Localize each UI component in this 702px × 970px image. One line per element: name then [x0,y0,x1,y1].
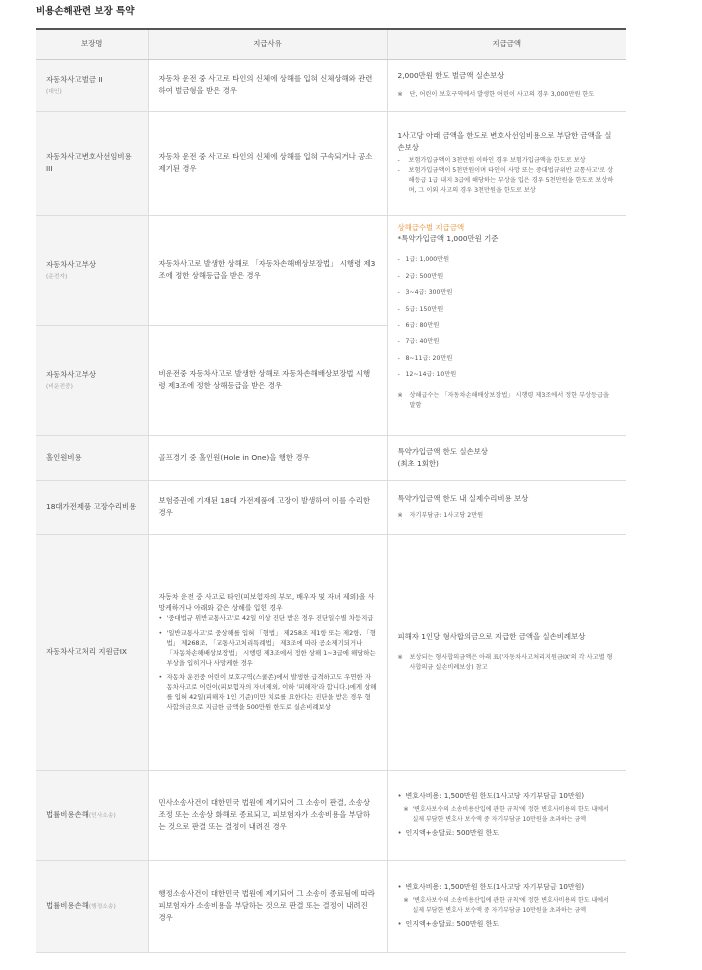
payment-amount [387,860,626,952]
amount-main: 피해자 1인당 형사합의금으로 지급한 금액을 실손비례보상 [397,631,586,641]
table-row [36,435,626,480]
list-item: - 7급: 40만원 [398,339,617,355]
payment-reason: 자동차 운전 중 사고로 타인의 신체에 상해를 입혀 구속되거나 공소제기된 경우 [148,111,387,215]
coverage-name-sub: (민사소송) [88,812,116,819]
amount-main: 특약가입금액 한도 실손보상 [397,446,488,456]
payment-amount [387,59,626,111]
amount-list [398,919,617,930]
section-title: 비용손해관련 보장 특약 [36,6,135,17]
table-row [36,480,626,534]
amount-list [398,882,617,893]
header-payment-amount: 지급금액 [387,29,626,59]
table-row [36,860,626,952]
list-item: • 인지액+송달료: 500만원 한도 [398,919,617,930]
amount-main: 특약가입금액 한도 내 실제수리비용 보상 [397,493,529,503]
amount-list [398,156,617,196]
payment-amount [387,770,626,860]
coverage-name: 홀인원비용 [36,435,148,480]
coverage-name-sub: (운전자) [46,273,68,280]
table-row [36,534,626,770]
coverage-name [36,325,148,435]
list-item: - 3~4급: 300만원 [398,290,617,306]
coverage-name-text: 법률비용손해 [46,809,89,819]
amount-main: 1사고당 아래 금액을 한도로 변호사선임비용으로 부담한 금액을 실손보상 [397,130,612,152]
list-item: • 인지액+송달료: 500만원 한도 [398,828,617,839]
coverage-name [36,215,148,325]
amount-note: ※ 보상되는 형사합의금액은 아래 표('자동차사고처리지원금IX'의 각 사고별 형사합의금 실손비례보상) 참고 [397,653,613,671]
coverage-table [36,28,626,953]
header-coverage-name: 보장명 [36,29,148,59]
coverage-name [36,860,148,952]
table-row [36,59,626,111]
list-item: • 변호사비용: 1,500만원 한도(1사고당 자기부담금 10만원) [398,791,617,802]
table-row [36,770,626,860]
amount-sub: (최초 1회한) [397,458,439,468]
list-item: • '중대법규 위반교통사고'로 42일 이상 진단 받은 경우 진단일수별 차등지급 [159,613,377,623]
list-item: - 2급: 500만원 [398,274,617,290]
payment-reason: 비운전중 자동차사고로 발생한 상해로 자동차손해배상보장법 시행령 제3조에 정한 상해등급을 받은 경우 [148,325,387,435]
amount-note: ※ '변호사보수의 소송비용산입에 관한 규칙'에 정한 변호사비용의 한도 내에서 실제 부담한 변호사 보수액 중 자기부담금 10만원을 초과하는 금액 [403,806,609,823]
payment-reason: 보험증권에 기재된 18대 가전제품에 고장이 발생하여 이를 수리한 경우 [148,480,387,534]
amount-note: ※ '변호사보수의 소송비용산입에 관한 규칙'에 정한 변호사비용의 한도 내에서 실제 부담한 변호사 보수액 중 자기부담금 10만원을 초과하는 금액 [403,897,609,914]
payment-reason: 골프경기 중 홀인원(Hole in One)을 행한 경우 [148,435,387,480]
amount-note: ※ 자기부담금: 1사고당 2만원 [397,511,484,519]
coverage-name-sub: (행정소송) [88,903,116,910]
payment-reason: 민사소송사건이 대한민국 법원에 제기되어 그 소송이 판결, 소송상 조정 또는 소송상 화해로 종료되고, 피보험자가 소송비용을 부담하는 것으로 판결 또는 결정이 내려진 경우 [148,770,387,860]
list-item: - 6급: 80만원 [398,323,617,339]
reason-list [159,613,377,712]
list-item: - 8~11급: 20만원 [398,356,617,372]
coverage-name-text: 자동차사고벌금 II [46,74,103,84]
coverage-name [36,770,148,860]
payment-amount [387,480,626,534]
coverage-name: 자동차사고처리 지원금IX [36,534,148,770]
amount-list [398,828,617,839]
list-item: - 1급: 1,000만원 [398,257,617,273]
coverage-name-sub: (대인) [46,88,62,95]
coverage-name: 자동차사고변호사선임비용III [36,111,148,215]
coverage-name-text: 자동차사고부상 [46,369,96,379]
payment-amount [387,111,626,215]
list-item: - 12~14급: 10만원 [398,372,617,388]
payment-reason: 자동차 운전 중 사고로 타인의 신체에 상해를 입혀 신체상해와 관련하여 벌금형을 받은 경우 [148,59,387,111]
coverage-name-text: 법률비용손해 [46,900,89,910]
table-row [36,111,626,215]
payment-reason: 자동차사고로 발생한 상해로 「자동차손해배상보장법」 시행령 제3조에 정한 상해등급을 받은 경우 [148,215,387,325]
amount-title: 상해급수별 지급금액 [397,222,465,232]
payment-amount [387,534,626,770]
amount-note: ※ 상해급수는 「자동차손해배상보장법」 시행령 제3조에서 정한 부상등급을 말함 [397,391,609,409]
amount-basis: *특약가입금액 1,000만원 기준 [397,234,499,244]
grade-list [398,257,617,388]
list-item: - 5급: 150만원 [398,307,617,323]
table-row [36,215,626,325]
payment-reason [148,534,387,770]
payment-reason: 행정소송사건이 대한민국 법원에 제기되어 그 소송이 종료됨에 따라 피보험자가 소송비용을 부담하는 것으로 판결 또는 결정이 내려진 경우 [148,860,387,952]
amount-main: 2,000만원 한도 벌금액 실손보상 [397,70,505,80]
list-item: • 변호사비용: 1,500만원 한도(1사고당 자기부담금 10만원) [398,882,617,893]
coverage-name-text: 자동차사고부상 [46,259,96,269]
payment-amount [387,435,626,480]
amount-list [398,791,617,802]
list-item: - 보험가입금액이 5천만원이며 타인이 사망 또는 중대법규위반 교통사고'로 상해등급 1급 내지 3급에 해당하는 부상을 입은 경우 5천만원을 한도로 보상하며, 그 이외 사고의 경우 3천만원을 한도로 보상 [398,166,617,196]
coverage-name-sub: (비운전중) [46,383,73,390]
list-item: • 자동차 운전중 어린이 보호구역(스쿨존)에서 발생한 급격하고도 우연한 자동차사고로 어린이(피보험자의 자녀제외, 이하 '피해자'라 합니다.)에게 상해를 입혀 42일(피해자 1인 기준)미만 치료를 요한다는 진단을 받은 경우 형사합의금으로 지급한 금액을 500만원 한도로 실손비례보상 [159,672,377,712]
list-item: - 보험가입금액이 3천만원 이하인 경우 보험가입금액을 한도로 보상 [398,156,617,166]
payment-amount [387,215,626,435]
reason-intro: 자동차 운전 중 사고로 타인(피보험자의 부모, 배우자 및 자녀 제외)을 사망케하거나 아래와 같은 상해를 입힌 경우 [158,592,375,612]
coverage-name [36,59,148,111]
amount-note: ※ 단, 어린이 보호구역에서 발생한 어린이 사고의 경우 3,000만원 한도 [397,90,595,98]
header-payment-reason: 지급사유 [148,29,387,59]
table-header-row [36,29,626,59]
list-item: • '일반교통사고'로 중상해를 입혀 「형법」 제258조 제1항 또는 제2항, 「형법」 제268조, 「교통사고처리특례법」 제3조에 따라 공소제기되거나 「자동차손해배상보장법」 시행령 제3조에서 정한 상해 1~3급에 해당하는 부상을 입히거나 사망케한 경우 [159,628,377,668]
coverage-name: 18대가전제품 고장수리비용 [36,480,148,534]
